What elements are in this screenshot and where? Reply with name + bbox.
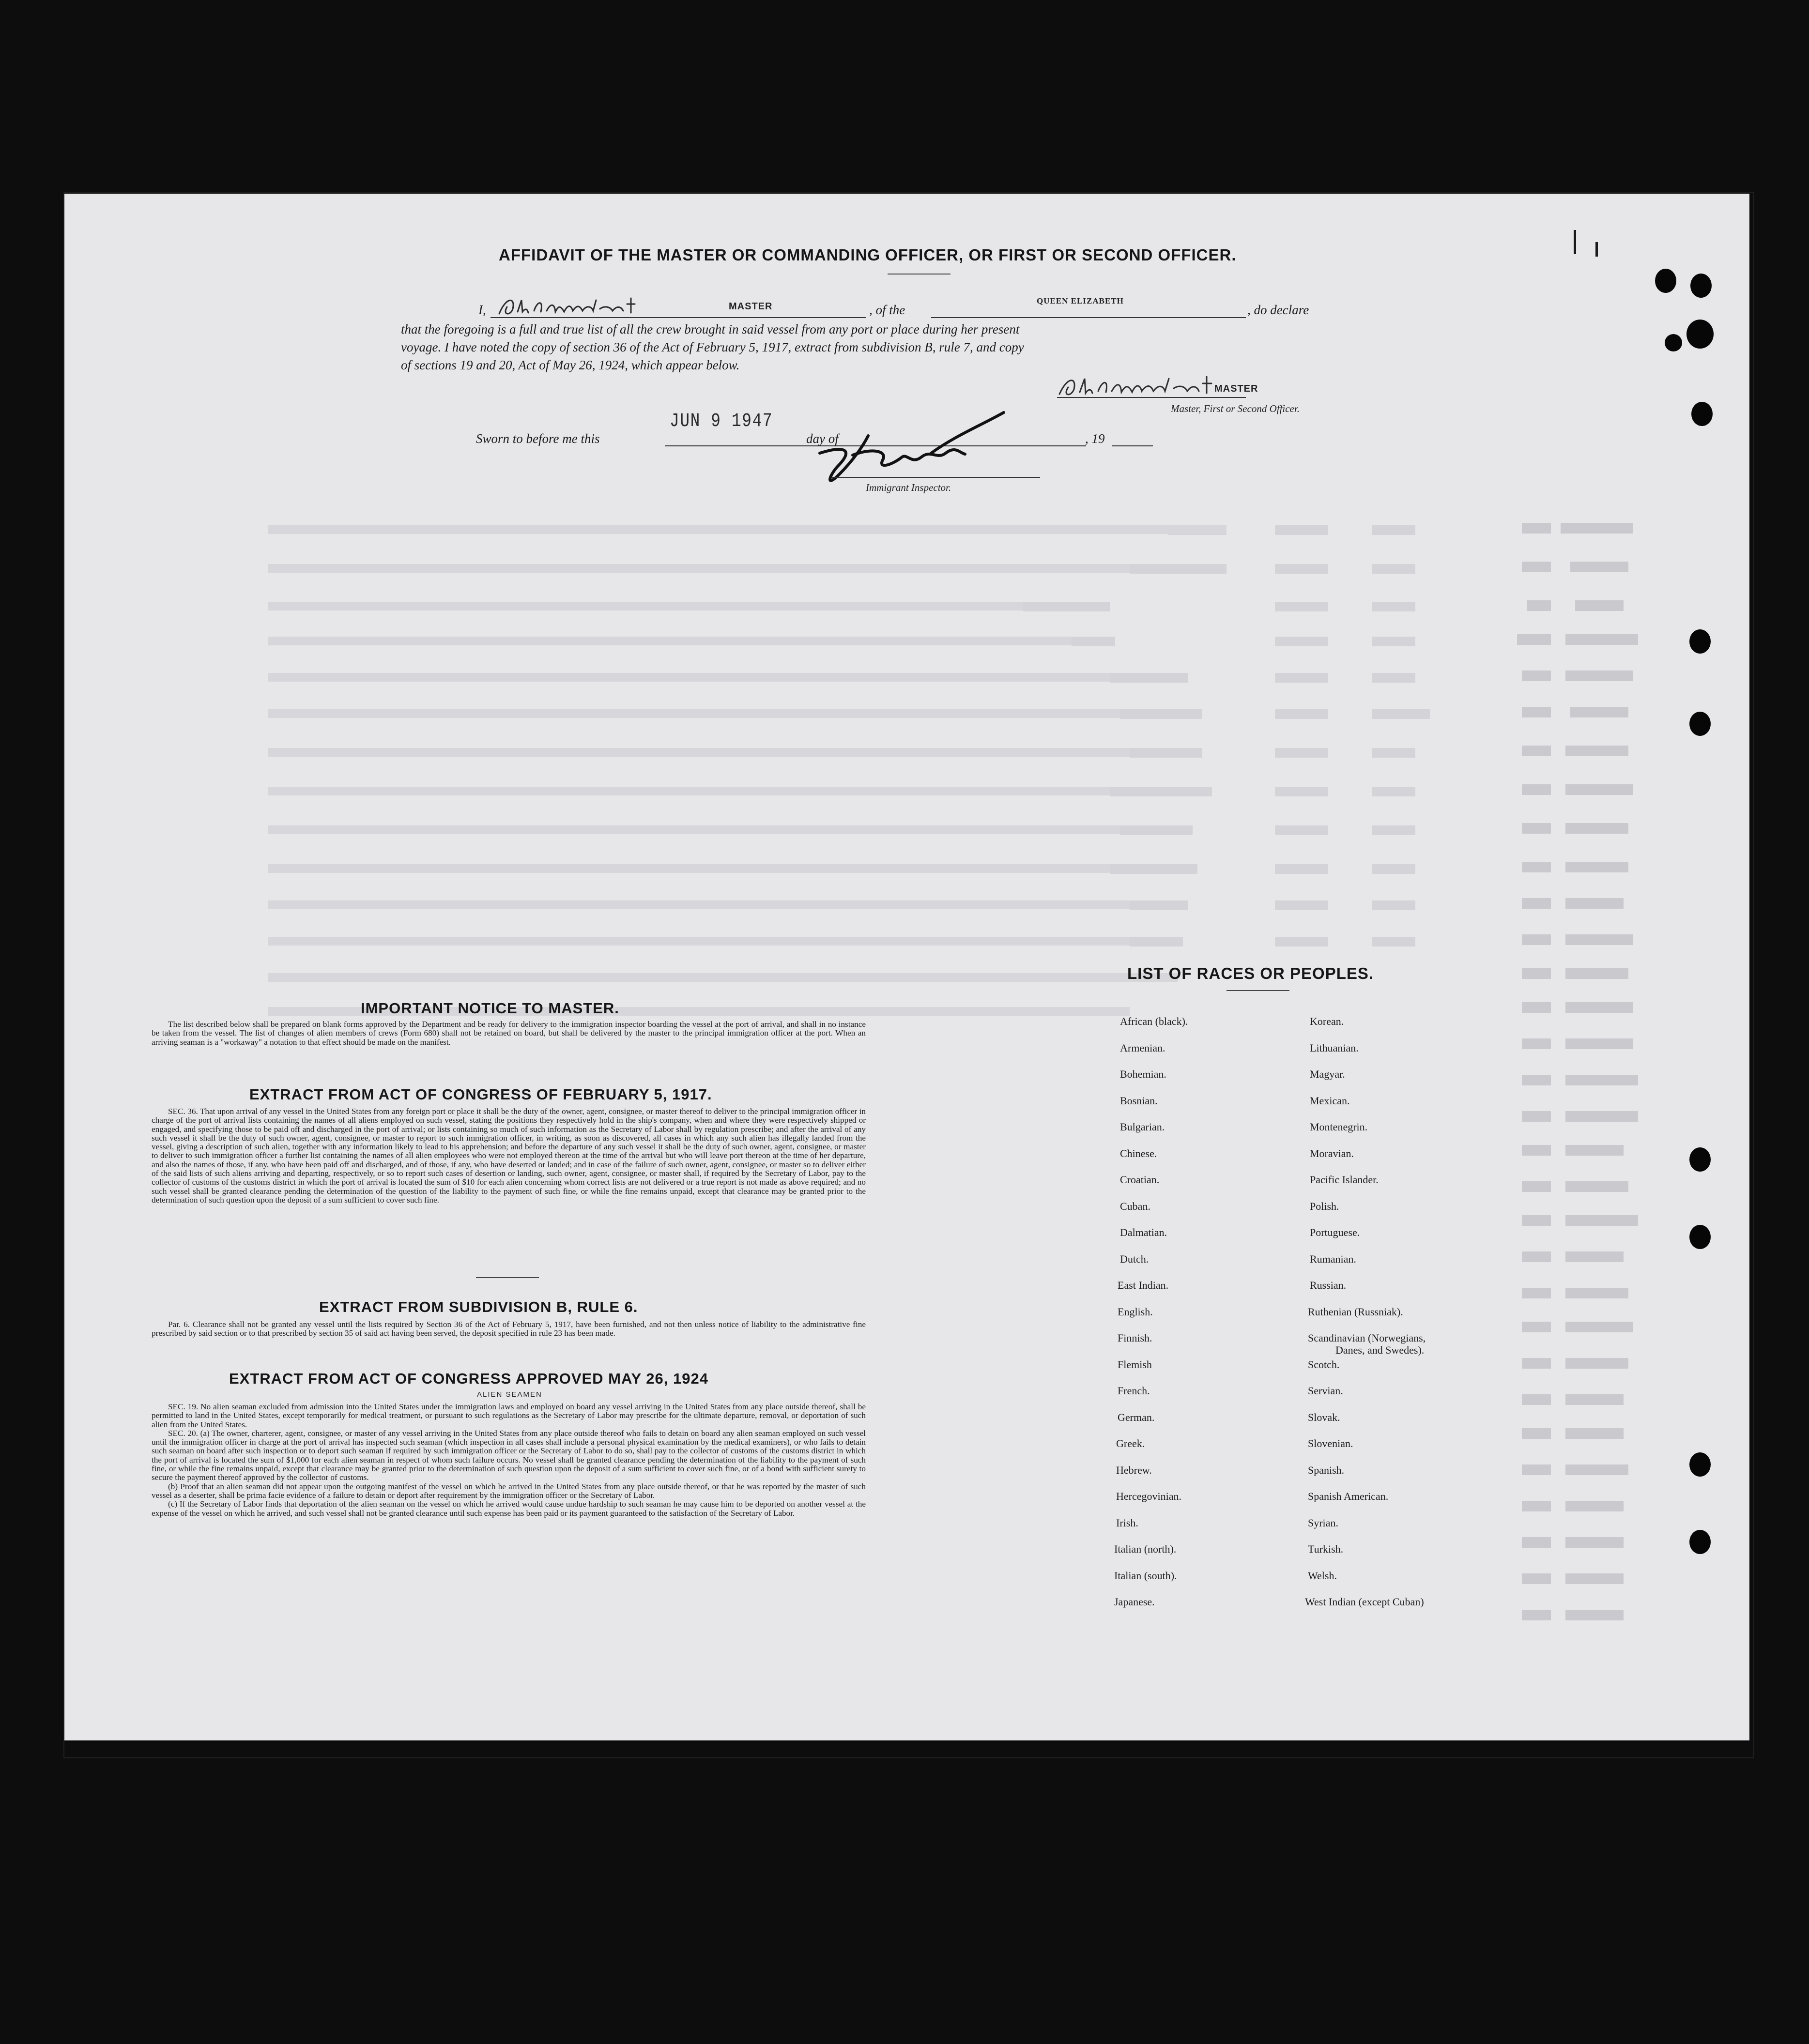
of-the-label: , of the [869, 303, 905, 317]
punch-hole [1690, 274, 1712, 298]
race-right: Pacific Islander. [1310, 1174, 1379, 1186]
sworn-date-stamp: JUN 9 1947 [670, 411, 773, 432]
punch-hole [1689, 1225, 1711, 1249]
race-left: Hercegovinian. [1116, 1490, 1181, 1502]
punch-hole [1665, 334, 1682, 351]
race-right: Slovak. [1308, 1411, 1340, 1423]
punch-hole [1686, 320, 1714, 349]
race-right: Mexican. [1310, 1095, 1350, 1107]
do-declare-label: , do declare [1247, 303, 1309, 317]
punch-hole [1691, 402, 1713, 426]
race-left: Japanese. [1114, 1596, 1155, 1608]
race-right: Montenegrin. [1310, 1121, 1368, 1133]
extract-rule6-text: Par. 6. Clearance shall not be granted any vessel until the lists required by Section 36 of the Act of February 5, 1917, have been furnished, and not then unless notice of liability to the administrative fine prescribed by said section or to that prescribed by section 35 of said act having been served, the deposit specified in rule 23 has been made. [152, 1320, 866, 1338]
extract-1924-sec20b: (b) Proof that an alien seaman did not appear upon the outgoing manifest of the vessel on which he arrived in the United States from any place outside thereof, or that he was reported by the master of such vessel as a deserter, shall be prima facie evidence of a failure to detain or deport after requirement by the immigration officer or the Secretary of Labor. [152, 1481, 866, 1500]
affidavit-title: AFFIDAVIT OF THE MASTER OR COMMANDING OFFICER, OR FIRST OR SECOND OFFICER. [499, 246, 1237, 264]
signature-caption: Master, First or Second Officer. [1171, 403, 1300, 414]
declaration-line-2: voyage. I have noted the copy of section 36 of the Act of February 5, 1917, extract from subdivision B, rule 7, and copy [401, 340, 1024, 354]
sworn-label: Sworn to before me this [476, 431, 600, 446]
title-underline [888, 274, 950, 275]
race-right: Turkish. [1308, 1543, 1344, 1555]
declaration-line-3: of sections 19 and 20, Act of May 26, 1924, which appear below. [401, 358, 740, 372]
race-right: Portuguese. [1310, 1226, 1360, 1238]
race-right: West Indian (except Cuban) [1305, 1596, 1424, 1608]
extract-1917-text: SEC. 36. That upon arrival of any vessel in the United States from any foreign port or place it shall be the duty of the owner, agent, consignee, or master thereof to deliver to the principal immigration officer in charge of the port of arrival lists containing the names of all aliens employed on such vessel, stating the positions they respectively hold in the ship's company, when and where they were respectively shipped or engaged, and specifying those to be paid off and discharged in the port of arrival; or lists containing so much of such information as the Secretary of Labor shall by regulation prescribe; and after the arrival of any such vessel it shall be the duty of such owner, agent, consignee, or master to report to such immigration officer, in writing, as soon as discovered, all cases in which any such alien has illegally landed from the vessel, giving a description of such alien, together with any information likely to lead to his apprehension; and before the departure of any such vessel it shall be the duty of such owner, agent, consignee, or master to deliver to such immigration officer a further list containing the names of all alien employees who were not employed thereon at the time of the arrival but who will leave port thereon at the time of her departure, and also the names of those, if any, who have been paid off and discharged, and of those, if any, who have deserted or landed; and in case of the failure of such owner, agent, consignee, or master so to deliver either of the said lists of such aliens arriving and departing, respectively, or so to report such cases of desertion or landing, such owner, agent, consignee, or master shall, if required by the Secretary of Labor, pay to the collector of customs of the customs district in which the port of arrival is located the sum of $10 for each alien concerning whom correct lists are not delivered or a true report is not made as above required; and no such vessel shall be granted clearance pending the determination of the question of the liability to the payment of such fine, or while the fine remains unpaid, except that clearance may be granted prior to the determination of such question upon the deposit of a sum sufficient to cover such fine. [152, 1107, 866, 1205]
race-right: Polish. [1310, 1200, 1339, 1212]
punch-hole [1689, 1452, 1711, 1477]
race-right: Lithuanian. [1310, 1042, 1359, 1054]
race-left: Chinese. [1120, 1147, 1157, 1159]
race-left: Italian (north). [1114, 1543, 1177, 1555]
race-left: Armenian. [1120, 1042, 1165, 1054]
race-right: Scotch. [1308, 1358, 1340, 1371]
year-prefix-label: , 19 [1085, 431, 1105, 446]
race-right: Welsh. [1308, 1570, 1337, 1582]
race-right: Russian. [1310, 1279, 1347, 1291]
race-right: Servian. [1308, 1385, 1343, 1397]
race-left: Flemish [1118, 1358, 1152, 1371]
margin-tick [1574, 230, 1576, 254]
race-left: German. [1118, 1411, 1155, 1423]
race-left: Greek. [1116, 1437, 1145, 1449]
extract-rule6-title: EXTRACT FROM SUBDIVISION B, RULE 6. [319, 1298, 638, 1315]
race-left: Bulgarian. [1120, 1121, 1165, 1133]
i-label: I, [478, 303, 486, 317]
section-divider [476, 1277, 539, 1278]
punch-hole [1689, 1530, 1711, 1554]
race-right: Spanish American. [1308, 1490, 1389, 1502]
inspector-caption: Immigrant Inspector. [866, 482, 951, 493]
manifest-page [64, 194, 1749, 1740]
punch-hole [1689, 712, 1711, 736]
extract-1924-sec19: SEC. 19. No alien seaman excluded from admission into the United States under the immigration laws and employed on board any vessel arriving in the United States from any place outside thereof, shall be permitted to land in the United States, except temporarily for medical treatment, or pursuant to such regulations as the Secretary of Labor may prescribe for the ultimate departure, removal, or deportation of such alien from the United States. [152, 1402, 866, 1429]
punch-hole [1689, 1147, 1711, 1172]
officer-rank-typed: MASTER [729, 301, 773, 312]
race-right: Moravian. [1310, 1147, 1354, 1159]
punch-hole [1689, 629, 1711, 654]
vessel-name-typed: QUEEN ELIZABETH [1037, 296, 1124, 305]
extract-1924-title: EXTRACT FROM ACT OF CONGRESS APPROVED MAY 26, 1924 [229, 1370, 708, 1387]
officer-signature [496, 294, 671, 319]
punch-hole [1655, 269, 1676, 293]
notice-text: The list described below shall be prepared on blank forms approved by the Department and be ready for delivery to the immigration inspector boarding the vessel at the port of arrival, and shall in no instance be taken from the vessel. The list of changes of alien members of crews (Form 680) shall not be retained on board, but shall be delivered by the master to the principal immigration officer at the port. When an arriving seaman is a "workaway" a notation to that effect should be made on the manifest. [152, 1020, 866, 1047]
race-left: Bohemian. [1120, 1068, 1166, 1080]
race-left: English. [1118, 1306, 1153, 1318]
race-right: Ruthenian (Russniak). [1308, 1306, 1403, 1318]
races-title: LIST OF RACES OR PEOPLES. [1127, 964, 1374, 982]
races-title-underline [1226, 990, 1289, 991]
race-left: African (black). [1120, 1015, 1188, 1027]
race-right: Danes, and Swedes). [1335, 1344, 1425, 1356]
race-left: French. [1118, 1385, 1150, 1397]
race-right: Spanish. [1308, 1464, 1345, 1476]
extract-1924-body [152, 1403, 866, 1518]
race-left: Cuban. [1120, 1200, 1150, 1212]
notice-title: IMPORTANT NOTICE TO MASTER. [361, 1000, 619, 1017]
race-right: Magyar. [1310, 1068, 1345, 1080]
race-left: Finnish. [1118, 1332, 1152, 1344]
race-left: Irish. [1116, 1517, 1138, 1529]
race-right: Slovenian. [1308, 1437, 1353, 1449]
race-right: Scandinavian (Norwegians, [1308, 1332, 1426, 1344]
race-left: Croatian. [1120, 1174, 1160, 1186]
extract-1917-title: EXTRACT FROM ACT OF CONGRESS OF FEBRUARY 5, 1917. [249, 1086, 712, 1103]
extract-1924-subtitle: ALIEN SEAMEN [477, 1390, 542, 1399]
race-left: East Indian. [1118, 1279, 1169, 1291]
day-of-label: day of [806, 431, 839, 446]
margin-tick [1595, 242, 1598, 257]
race-left: Italian (south). [1114, 1570, 1177, 1582]
declaration-line-1: that the foregoing is a full and true list of all the crew brought in said vessel from any port or place during her present [401, 322, 1020, 336]
extract-1924-sec20a: SEC. 20. (a) The owner, charterer, agent, consignee, or master of any vessel arriving in the United States from any place outside thereof who fails to detain on board any alien seaman employed on such vessel until the immigration officer in charge at the port of arrival has inspected such seaman (which inspection in all cases shall include a personal physical examination by the medical examiners), or who fails to detain such seaman on board after such inspection or to deport such seaman if required by such immigration officer or the Secretary of Labor to do so, shall pay to the collector of customs of the customs district in which the port of arrival is located the sum of $1,000 for each alien seaman in respect of whom such failure occurs. No vessel shall be granted clearance pending the determination of the liability to the payment of such fine, or while the fine remains unpaid, except that clearance may be granted prior to the determination of such question upon the deposit of a sum sufficient to cover such fine, or of a bond with sufficient surety to secure the payment thereof approved by the collector of customs. [152, 1428, 866, 1482]
race-left: Bosnian. [1120, 1095, 1158, 1107]
race-left: Dalmatian. [1120, 1226, 1167, 1238]
inspector-signature [810, 407, 1013, 494]
vessel-field [931, 317, 1246, 318]
inspector-field [832, 477, 1040, 478]
extract-1924-sec20c: (c) If the Secretary of Labor finds that deportation of the alien seaman on the vessel on which he arrived would cause undue hardship to such seaman he may cause him to be deported on another vessel at the expense of the vessel on which he arrived, and such vessel shall not be granted clearance until such expense has been paid or its payment guaranteed to the satisfaction of the Secretary of Labor. [152, 1499, 866, 1518]
race-right: Syrian. [1308, 1517, 1338, 1529]
race-right: Rumanian. [1310, 1253, 1356, 1265]
sworn-year-field [1112, 445, 1153, 446]
signature-rank-typed: MASTER [1214, 383, 1258, 394]
race-left: Dutch. [1120, 1253, 1149, 1265]
race-right: Korean. [1310, 1015, 1344, 1027]
signature-field [1057, 397, 1246, 398]
race-left: Hebrew. [1116, 1464, 1152, 1476]
